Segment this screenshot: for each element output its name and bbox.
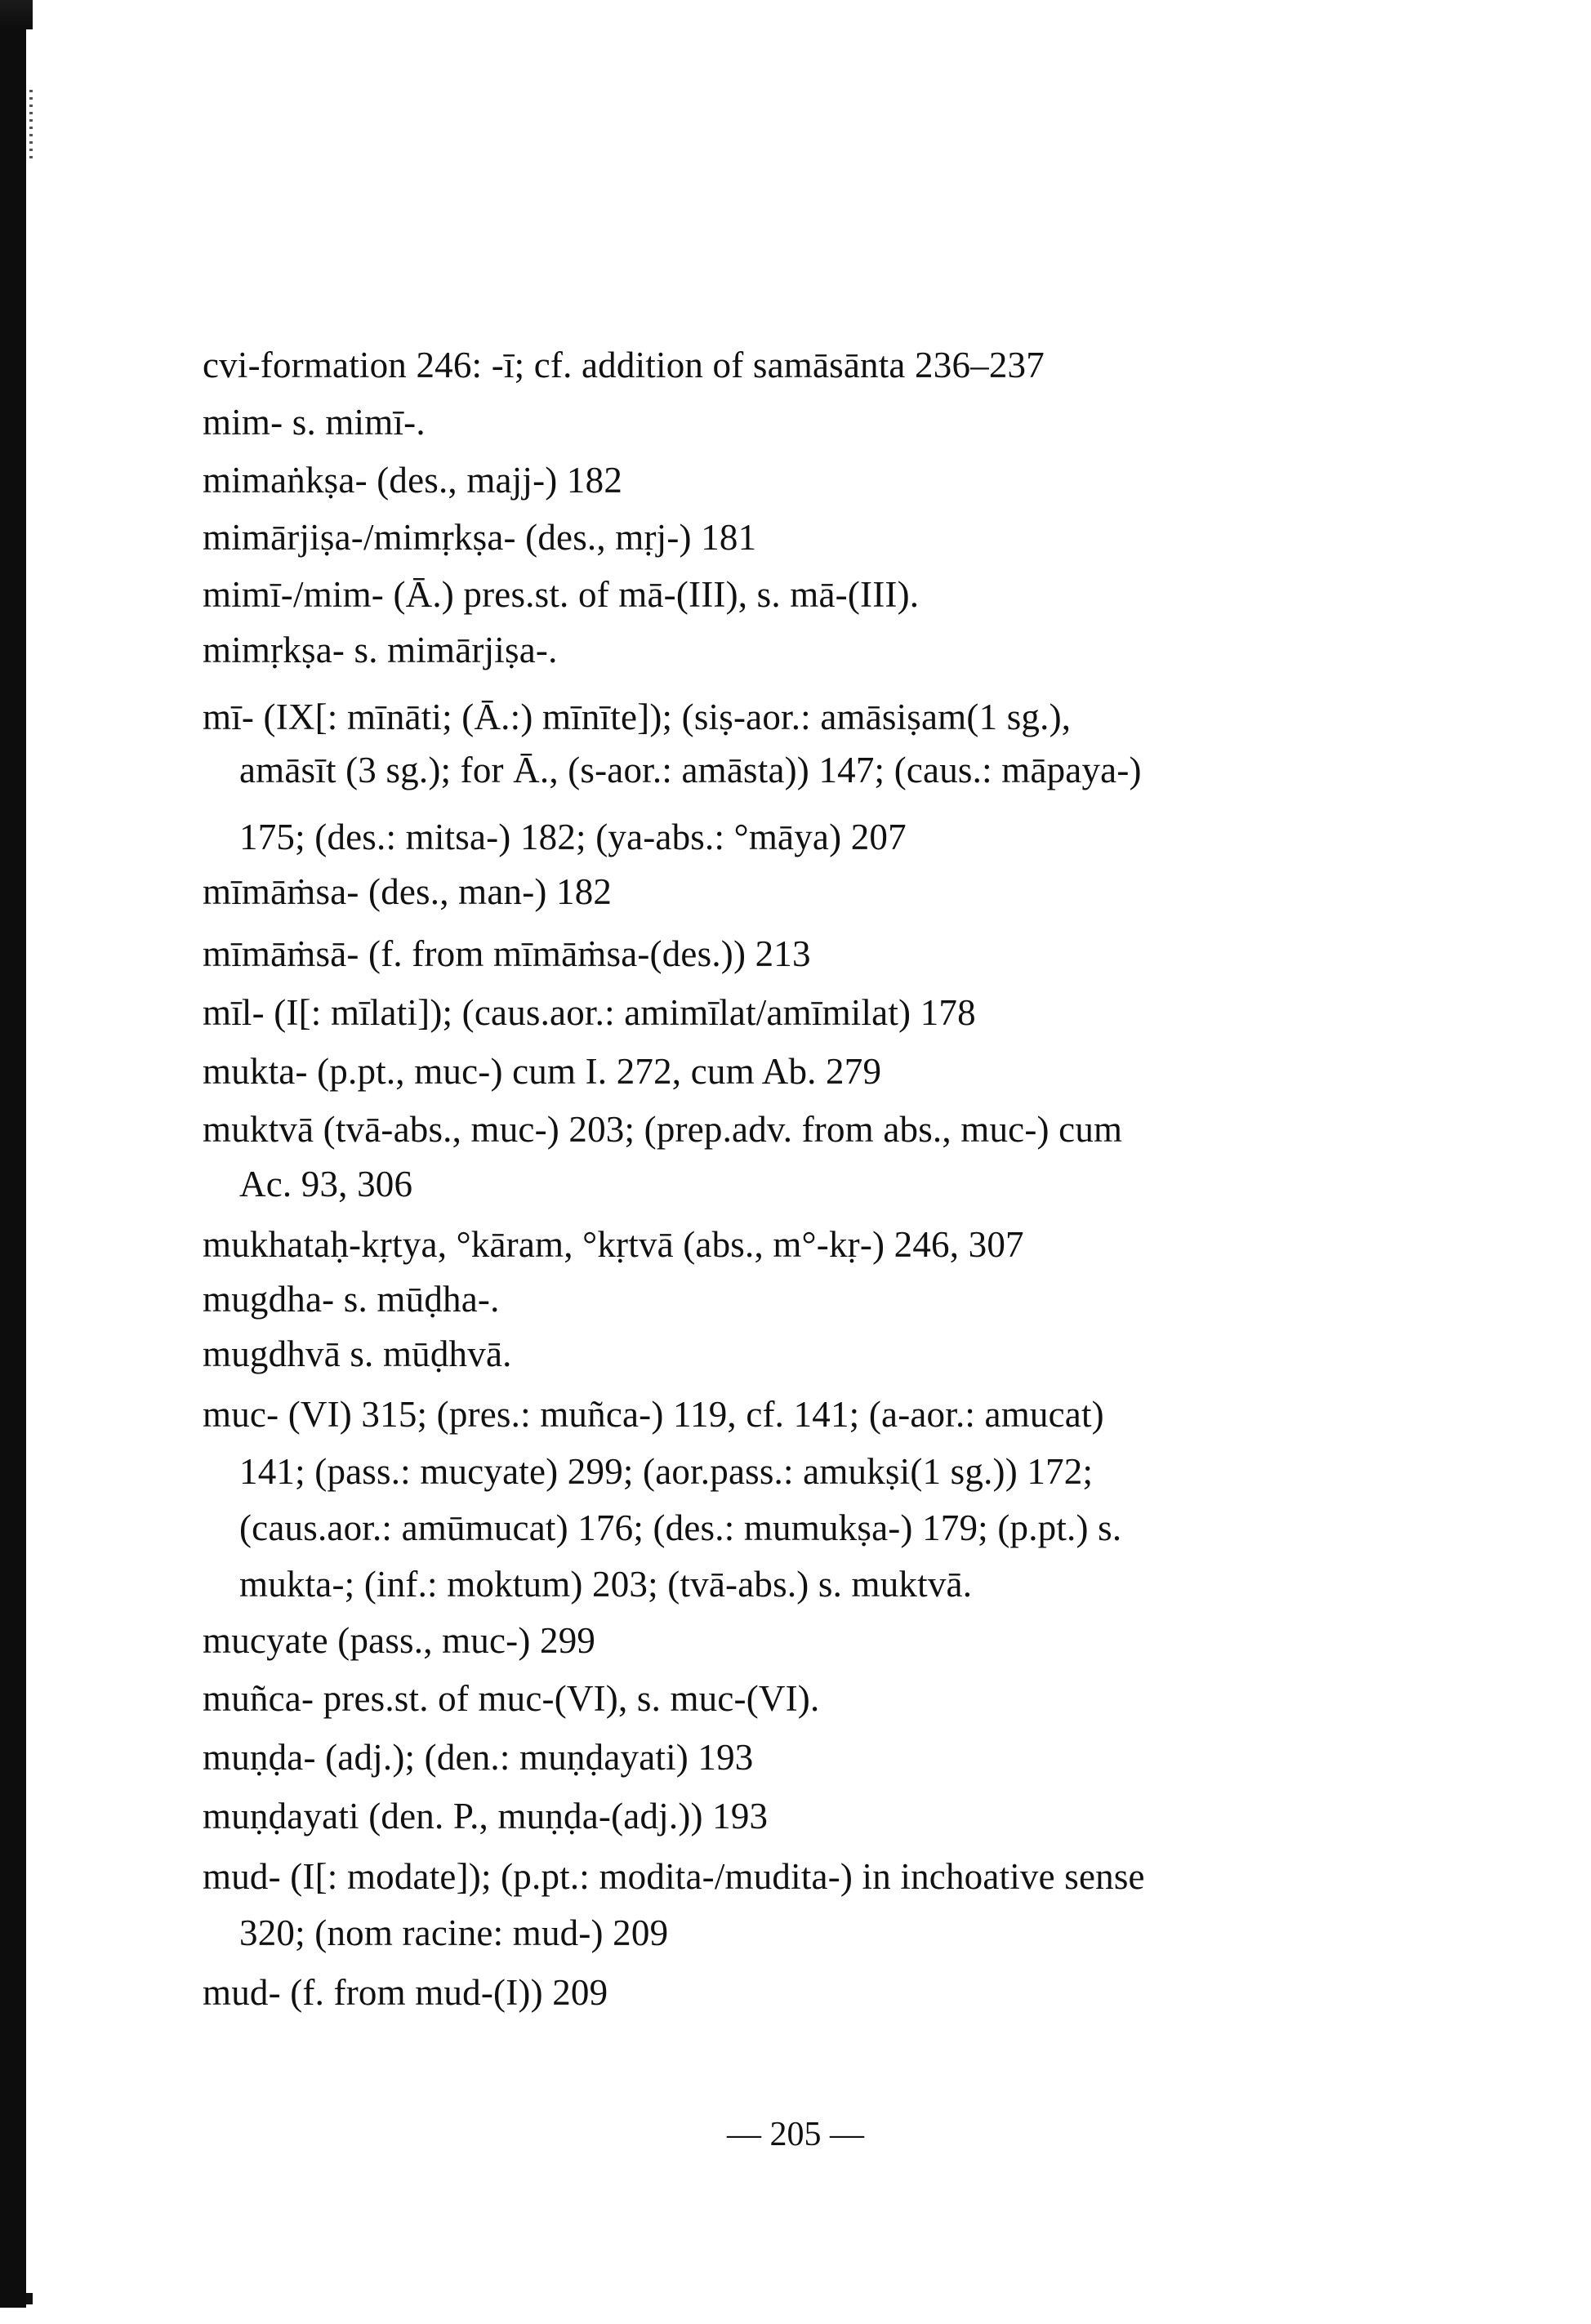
index-entry-mugdha: mugdha- s. mūḍha-.: [203, 1279, 500, 1320]
index-entry-mud-I-cont-1: 320; (nom racine: mud-) 209: [239, 1912, 669, 1953]
index-entry-mukta: mukta- (p.pt., muc-) cum I. 272, cum Ab. 279: [203, 1051, 882, 1092]
index-entry-mimrksa: mimṛkṣa- s. mimārjiṣa-.: [203, 630, 558, 670]
index-entry-mi-cont-1: amāsīt (3 sg.); for Ā., (s-aor.: amāsta)) 147; (caus.: māpaya-): [239, 750, 1142, 790]
index-entry-muktva: muktvā (tvā-abs., muc-) 203; (prep.adv. from abs., muc-) cum: [203, 1109, 1123, 1150]
index-entry-mimi: mimī-/mim- (Ā.) pres.st. of mā-(III), s. mā-(III).: [203, 574, 920, 615]
index-entry-munca: muñca- pres.st. of muc-(VI), s. muc-(VI).: [203, 1678, 820, 1719]
index-entry-mimanksa: mimaṅkṣa- (des., majj-) 182: [203, 460, 623, 501]
index-entry-mud-I: mud- (I[: modate]); (p.pt.: modita-/mudita-) in inchoative sense: [203, 1856, 1145, 1897]
index-entry-mim: mim- s. mimī-.: [203, 402, 426, 443]
index-entry-mukhatah-krtya: mukhataḥ-kṛtya, °kāram, °kṛtvā (abs., m°-kṛ-) 246, 307: [203, 1224, 1024, 1265]
index-entry-muc-cont-3: mukta-; (inf.: moktum) 203; (tvā-abs.) s. muktvā.: [239, 1564, 973, 1605]
index-entry-mimamsa-f: mīmāṁsā- (f. from mīmāṁsa-(des.)) 213: [203, 933, 811, 974]
index-entry-mud-f: mud- (f. from mud-(I)) 209: [203, 1972, 608, 2013]
index-entry-mucyate: mucyate (pass., muc-) 299: [203, 1620, 596, 1661]
index-entry-muktva-cont-1: Ac. 93, 306: [239, 1164, 413, 1204]
index-entry-mimarjisa: mimārjiṣa-/mimṛkṣa- (des., mṛj-) 181: [203, 517, 757, 558]
index-entry-mundayati: muṇḍayati (den. P., muṇḍa-(adj.)) 193: [203, 1796, 769, 1836]
page-number: — 205 —: [727, 2116, 864, 2153]
index-entry-cvi-formation: cvi-formation 246: -ī; cf. addition of samāsānta 236–237: [203, 345, 1045, 385]
index-entry-mimamsa: mīmāṁsa- (des., man-) 182: [203, 871, 613, 912]
index-entry-muc-cont-2: (caus.aor.: amūmucat) 176; (des.: mumukṣa-) 179; (p.pt.) s.: [239, 1507, 1122, 1548]
index-entry-muc: muc- (VI) 315; (pres.: muñca-) 119, cf. 141; (a-aor.: amucat): [203, 1394, 1104, 1435]
index-entry-mugdhva: mugdhvā s. mūḍhvā.: [203, 1333, 512, 1374]
index-entry-mi: mī- (IX[: mīnāti; (Ā.:) mīnīte]); (siṣ-aor.: amāsiṣam(1 sg.),: [203, 697, 1072, 737]
index-entry-munda: muṇḍa- (adj.); (den.: muṇḍayati) 193: [203, 1737, 754, 1778]
index-entry-mi-cont-2: 175; (des.: mitsa-) 182; (ya-abs.: °māya) 207: [239, 817, 907, 857]
index-entry-mil: mīl- (I[: mīlati]); (caus.aor.: amimīlat/amīmilat) 178: [203, 992, 976, 1033]
index-entry-muc-cont-1: 141; (pass.: mucyate) 299; (aor.pass.: amukṣi(1 sg.)) 172;: [239, 1451, 1094, 1492]
